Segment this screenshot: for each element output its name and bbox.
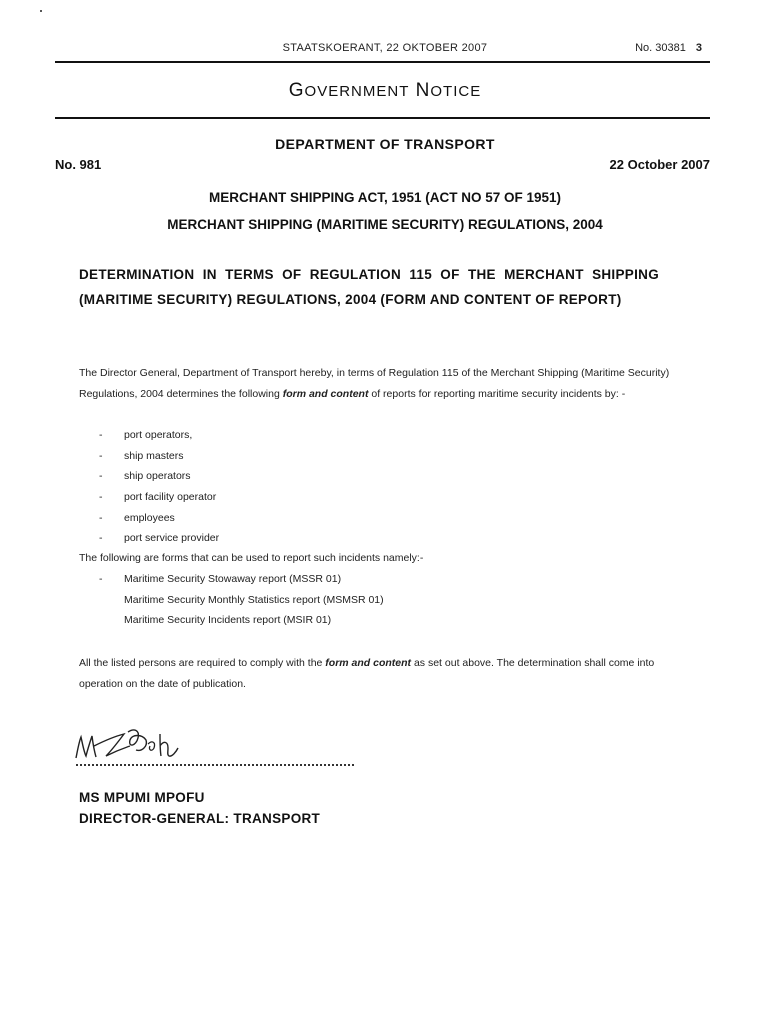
scan-speck bbox=[40, 10, 42, 12]
page-number: 3 bbox=[695, 42, 702, 54]
notice-title: GOVERNMENT NOTICE bbox=[288, 80, 482, 101]
department-heading: DEPARTMENT OF TRANSPORT bbox=[275, 136, 495, 152]
intro-paragraph bbox=[79, 363, 689, 405]
closing-text-end: as set out above. The determination shall come into operation on the date of publication. bbox=[79, 657, 655, 690]
notice-number: No. 981 bbox=[55, 157, 102, 172]
intro-text: The Director General, Department of Transport hereby, in terms of Regulation 115 of the Merchant Shipping (Maritime Security) Regulations, 2004 determines the following bbox=[79, 367, 670, 400]
publication-header: STAATSKOERANT, 22 OKTOBER 2007 bbox=[282, 42, 488, 54]
regulations-title: MERCHANT SHIPPING (MARITIME SECURITY) REGULATIONS, 2004 bbox=[167, 217, 603, 232]
list-item: Maritime Security Monthly Statistics report (MSMSR 01) bbox=[124, 593, 384, 606]
header-rule bbox=[55, 61, 710, 63]
list-item: - port facility operator bbox=[99, 491, 217, 504]
closing-paragraph bbox=[79, 653, 689, 695]
list-item: - port operators, bbox=[99, 429, 193, 441]
recipient-list bbox=[99, 425, 219, 549]
intro-emphasis: form and content bbox=[282, 388, 369, 400]
list-item: - ship operators bbox=[99, 470, 191, 483]
issue-info bbox=[635, 42, 702, 54]
signatory-title: DIRECTOR-GENERAL: TRANSPORT bbox=[79, 811, 321, 826]
closing-text: All the listed persons are required to comply with the bbox=[79, 657, 326, 669]
issue-number: No. 30381 bbox=[635, 42, 686, 54]
intro-text-end: of reports for reporting maritime security incidents by: - bbox=[368, 388, 626, 400]
notice-date: 22 October 2007 bbox=[609, 157, 710, 172]
act-title: MERCHANT SHIPPING ACT, 1951 (ACT NO 57 OF 1951) bbox=[208, 190, 562, 205]
list-item: - employees bbox=[99, 511, 175, 524]
forms-intro: The following are forms that can be used to report such incidents namely:- bbox=[79, 552, 424, 564]
handwritten-signature bbox=[72, 722, 202, 767]
list-item: - port service provider bbox=[99, 532, 220, 545]
signature-line bbox=[76, 764, 354, 766]
determination-heading: DETERMINATION IN TERMS OF REGULATION 115 OF THE MERCHANT SHIPPING (MARITIME SECURITY) REGULATIONS, 2004 (FORM AND CONTENT OF REPORT) bbox=[79, 267, 659, 307]
title-rule bbox=[55, 117, 710, 119]
closing-emphasis: form and content bbox=[325, 657, 412, 669]
list-item: - Maritime Security Stowaway report (MSSR 01) bbox=[99, 573, 342, 585]
signatory-name: MS MPUMI MPOFU bbox=[79, 790, 205, 805]
list-item: Maritime Security Incidents report (MSIR 01) bbox=[124, 614, 332, 627]
forms-list bbox=[99, 569, 384, 631]
list-item: - ship masters bbox=[99, 449, 184, 462]
